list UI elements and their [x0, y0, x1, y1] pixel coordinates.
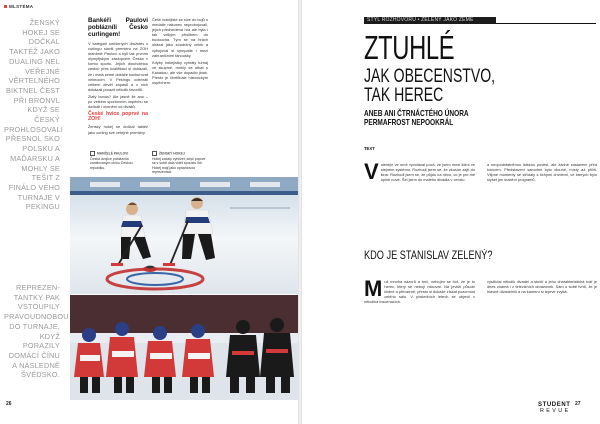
bio-column-b: [487, 279, 597, 296]
brand-line-2: REVUE: [540, 408, 571, 414]
paragraph: Zlatý bonus? Ale jasně že ano – po velkém sportovním úspěchu se dočkali i ocenění od diváků.: [88, 93, 148, 110]
left-page: [0, 0, 298, 424]
dropcap: V: [364, 159, 379, 184]
paragraph: Čeští hokejisté se sice do bojů o medaile nakonec neprobojovali, jejich předvedená hra ale byla i tak velkým příslibem do budoucna. Tým se na hrách ukázal jako soudržný celek a vybojoval si sympatie i mezi zahraničními fanoušky.: [152, 17, 208, 58]
headline: ZTUHLÉ: [364, 29, 455, 66]
bio-column-a: [364, 276, 475, 305]
photo-caption-curling: [90, 151, 145, 170]
caption-text: Česká dvojice poblázníla zamilovaným celou Českou republiku.: [90, 157, 133, 170]
author-line: [364, 146, 375, 151]
paragraph: a neopodstatněnou lidskou pověst, ale žádné zastavení před koncem. Představení samotné bylo dlouhé, místy až příliš. Vtipné momenty se střídaly s tichými chvílemi, ve kterých bylo slyšet jen šustění programů.: [487, 162, 597, 183]
brand-line-1: STUDENT: [538, 402, 571, 408]
article-column-b: [152, 17, 208, 87]
section-tag: MLSTÉMA: [4, 4, 33, 9]
article-subheading: České hvice poprvé na ZOH!: [88, 111, 148, 123]
kicker: STYL ROZHOVORU • ZELENÝ JAKO ZEMĚ: [364, 17, 496, 24]
paragraph: V kategorii smíšených družstev v curlingu slavili premiéru na ZOH manželé Paulovi a byli tak prvním olympijským zástupcem Česka v tomto sportu. Jejich dlouholetou cestou přes kvalifikaci si dokázali, že i malá země dokáže konkurovat velmocím. V Pekingu odehráli celkem devět zápasů a v nich dokázali porazit několik favoritů.: [88, 41, 148, 92]
hockey-photo: [70, 295, 298, 400]
paragraph: Kdyby hokejistky vyhrály turnaj ve skupině, mohly se utkat s Kanadou, ale vše dopadlo jinak. Přesto je čtvrtfinále historickým úspěchem.: [152, 59, 208, 86]
caption-label: ŽENSKÝ HOKEJ: [152, 151, 207, 156]
photo-caption-hockey: [152, 151, 207, 175]
page-number: 26: [6, 401, 12, 407]
subheadline: JAK OBECENSTVO, TAK HEREC: [364, 65, 496, 106]
article-heading: Bankéři Paulovi poblázníli Česko curlingem!: [88, 17, 148, 38]
pull-quote-team: REPREZEN-TANTKY PAK VSTOUPILY PRAVOUDNOBOU DO TURNAJE, KDYŽ PORAZILY DOMÁCÍ ČÍNU A NÁSLEDNĚ ŠVÉDSKO.: [4, 283, 69, 380]
paragraph: Ženský hokej se dočkal taktéž jako curling své veřejné premiéry.: [88, 124, 148, 135]
caption-text: Hokej začaly vyhlížet, když poprvé se v sobě dala vidět spoustu lidí. Hokej mají jako opravdovou reprezentaci.: [152, 157, 206, 175]
intro-column-b: [487, 162, 597, 184]
paragraph: alentýn ve mně vyvolával pocit, že jsem mezi lidmi ve stejném systému. Rozhodl jsem se, že zkusím zajít do kina. Rozhodl jsem se, že půjdu na něco, co je pro mě úplně nové. Šel jsem do malého divadla v centru.: [380, 162, 475, 183]
hockey-illustration: [70, 295, 298, 400]
dropcap: M: [364, 276, 383, 301]
deck: ANEB ANI ČTRNÁCTÉHO ÚNORA PERMAFROST NEPOOKRÁL: [364, 108, 469, 128]
article-column-a: [88, 17, 148, 137]
curling-illustration: [70, 177, 298, 294]
section-title: KDO JE STANISLAV ZELENÝ?: [364, 250, 493, 262]
pull-quote-hockey: ŽENSKÝ HOKEJ SE DOČKAL TAKTÉŽ JAKO DUALING NEL VEŘEJNÉ VĚRTELNÉHO BIKTNEL ČEST PŘI BRONVL KDYŽ SE ČESKÝ PROHLOSOVALI PŘESNOL SKO POLSKU A MAĎARSKU A MOHLY SE TEŠIT Z FINÁLO VÉHO TURNAJE V PEKINGU: [4, 18, 64, 212]
right-page: [302, 0, 600, 424]
magazine-logo: [538, 402, 571, 414]
page-number: 27: [575, 401, 581, 407]
paragraph: vystřídal několik divadel a studií a jeho charakteristická tvář je dnes známá i z televizních obrazovek. Sám o sobě tvrdí, že je hlavně divadelník a na kameru si teprve zvyká.: [487, 279, 597, 295]
caption-label: MANŽELÉ PAULOVI: [90, 151, 145, 156]
intro-column-a: [364, 159, 475, 184]
paragraph: už mnoha názorů a řečí, nebojím se říct, že je to herec, který se nebojí riskovat. Na jevišti působí klidně a přirozeně, přesto si dokáže získat pozornost celého sálu. V posledních letech se objevil v několika inscenacích.: [364, 279, 475, 305]
curling-photo: [70, 177, 298, 294]
